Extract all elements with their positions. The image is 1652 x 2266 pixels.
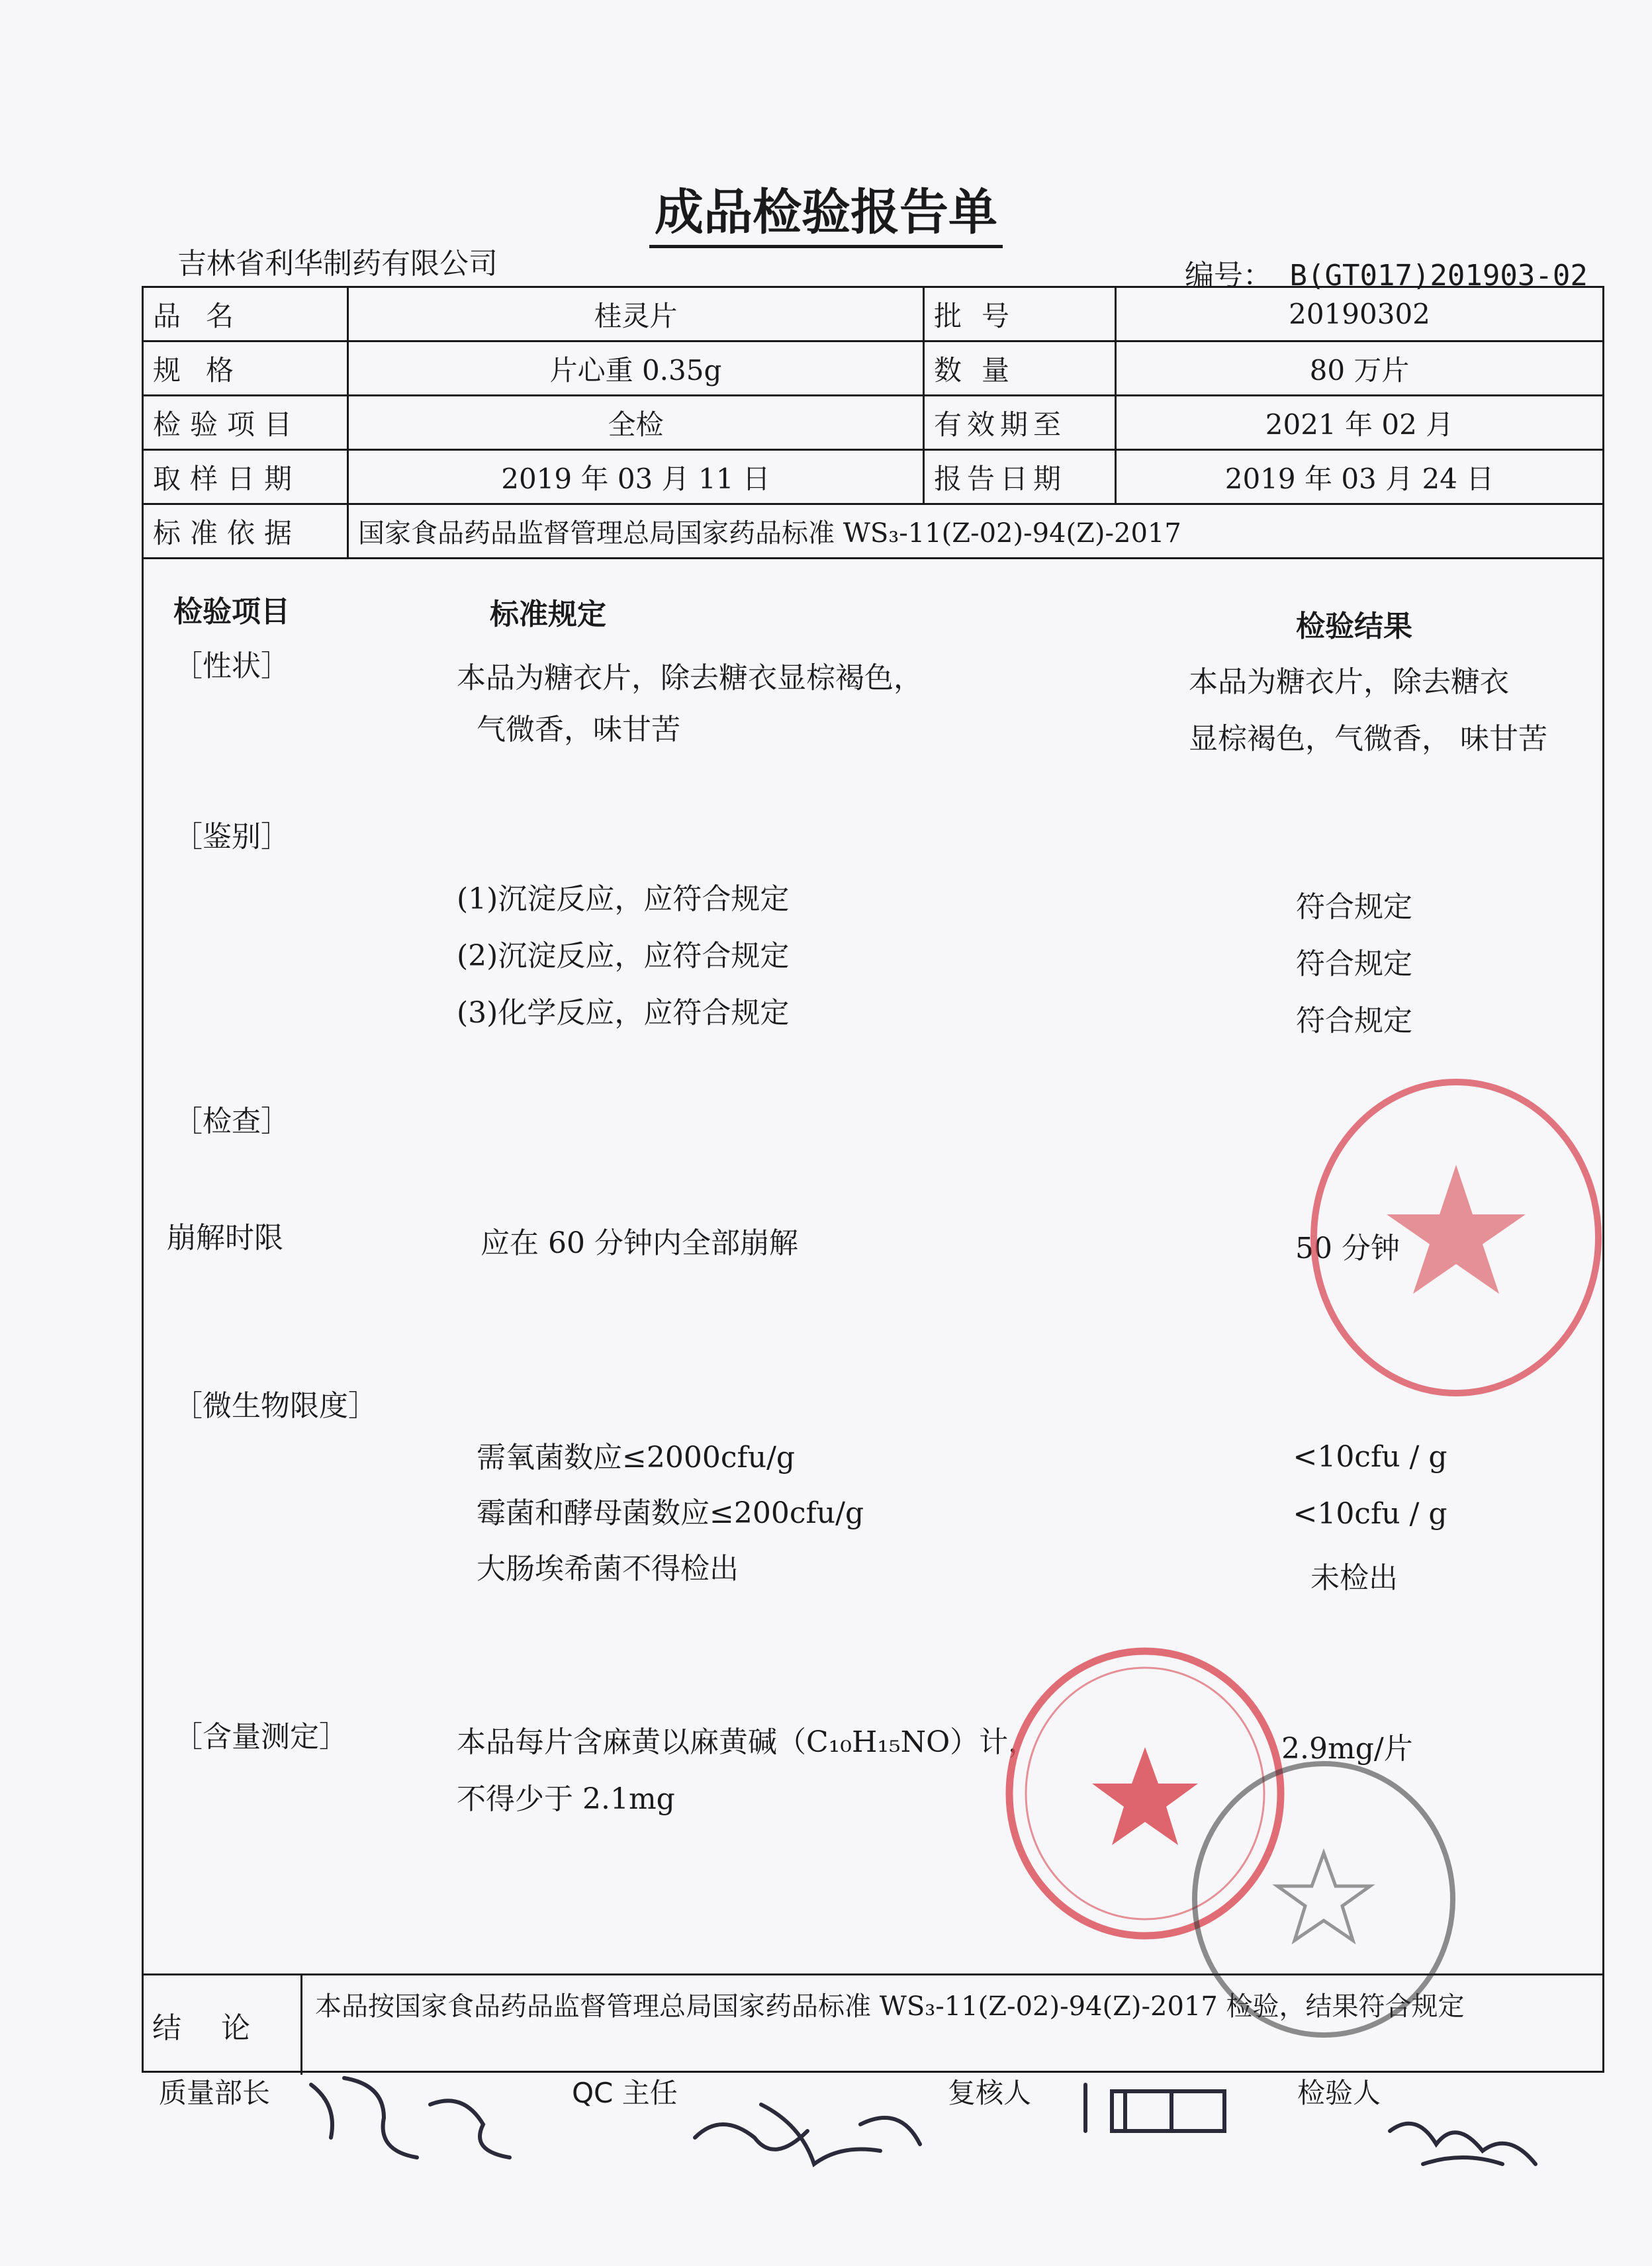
section-appearance-title: ［性状］ — [173, 649, 290, 683]
identification-result: 符合规定 — [1296, 1004, 1412, 1038]
column-spec-header: 标准规定 — [490, 598, 606, 631]
appearance-spec: 本品为糖衣片，除去糖衣显棕褐色， — [457, 661, 923, 695]
header-label: 规格 — [143, 341, 348, 396]
section-inspection-title: ［检查］ — [173, 1105, 290, 1138]
header-label: 数量 — [924, 341, 1116, 396]
header-value: 片心重 0.35g — [348, 341, 924, 396]
header-label: 品名 — [143, 287, 348, 341]
signature-inspector — [1390, 2124, 1536, 2164]
appearance-result: 显棕褐色，气微香， 味甘苦 — [1189, 722, 1547, 756]
inspection-stamp-1 — [1297, 1065, 1615, 1410]
header-value: 2019 年 03 月 24 日 — [1116, 450, 1604, 504]
document-number-value: B(GT017)201903-02 — [1289, 259, 1588, 293]
conclusion-label: 结论 — [142, 1975, 302, 2075]
inspector-label: 检验人 — [1297, 2077, 1381, 2109]
header-label: 检验项目 — [143, 396, 348, 450]
column-item-header: 检验项目 — [173, 595, 290, 629]
header-label: 有效期至 — [924, 396, 1116, 450]
header-label: 批号 — [924, 287, 1116, 341]
page-title: 成品检验报告单 — [0, 173, 1652, 244]
appearance-result: 本品为糖衣片，除去糖衣 — [1189, 665, 1509, 699]
header-value: 全检 — [348, 396, 924, 450]
reviewer-label: 复核人 — [948, 2077, 1032, 2109]
appearance-spec: 气微香，味甘苦 — [477, 713, 680, 747]
inspection-result: 50 分钟 — [1295, 1232, 1400, 1265]
inspection-spec: 应在 60 分钟内全部崩解 — [481, 1226, 798, 1260]
quality-head-label: 质量部长 — [159, 2077, 271, 2109]
section-microbial-title: ［微生物限度］ — [173, 1389, 377, 1423]
microbial-result: 未检出 — [1310, 1561, 1398, 1595]
identification-spec: (1)沉淀反应，应符合规定 — [457, 882, 790, 916]
received-stamp — [1178, 1747, 1469, 2052]
qc-head-label: QC 主任 — [572, 2077, 678, 2109]
assay-result: 2.9mg/片 — [1281, 1732, 1413, 1766]
company-name: 吉林省利华制药有限公司 — [177, 247, 498, 281]
inspection-item: 崩解时限 — [167, 1221, 283, 1255]
section-assay-title: ［含量测定］ — [173, 1720, 348, 1754]
conclusion-text: 本品按国家食品药品监督管理总局国家药品标准 WS₃-11(Z-02)-94(Z)-2017 检验，结果符合规定 — [315, 1991, 1465, 2022]
header-value: 20190302 — [1116, 287, 1604, 341]
signature-quality-head — [311, 2078, 510, 2157]
header-label: 报告日期 — [924, 450, 1116, 504]
column-result-header: 检验结果 — [1296, 610, 1412, 643]
header-label: 取样日期 — [143, 450, 348, 504]
standard-value: 国家食品药品监督管理总局国家药品标准 WS₃-11(Z-02)-94(Z)-2017 — [348, 504, 1604, 559]
assay-spec: 不得少于 2.1mg — [457, 1782, 675, 1816]
microbial-spec: 霉菌和酵母菌数应≤200cfu/g — [477, 1496, 864, 1530]
header-value: 桂灵片 — [348, 287, 924, 341]
standard-label: 标准依据 — [143, 504, 348, 559]
microbial-result: <10cfu / g — [1293, 1440, 1447, 1474]
microbial-spec: 大肠埃希菌不得检出 — [477, 1552, 739, 1586]
identification-spec: (3)化学反应，应符合规定 — [457, 996, 790, 1030]
microbial-spec: 需氧菌数应≤2000cfu/g — [477, 1441, 796, 1474]
stamp-star-icon — [1387, 1165, 1526, 1294]
assay-spec: 本品每片含麻黄以麻黄碱（C₁₀H₁₅NO）计， — [457, 1725, 1038, 1759]
identification-result: 符合规定 — [1296, 890, 1412, 924]
signature-qc-head — [695, 2105, 920, 2164]
identification-spec: (2)沉淀反应，应符合规定 — [457, 939, 790, 973]
signature-reviewer — [1085, 2085, 1224, 2131]
microbial-result: <10cfu / g — [1293, 1497, 1447, 1531]
stamp-star-icon — [1277, 1853, 1370, 1940]
section-identification-title: ［鉴别］ — [173, 820, 290, 854]
header-value: 2021 年 02 月 — [1116, 396, 1604, 450]
identification-result: 符合规定 — [1296, 947, 1412, 981]
document-number-label: 编号： — [1185, 259, 1272, 293]
header-value: 2019 年 03 月 11 日 — [348, 450, 924, 504]
header-value: 80 万片 — [1116, 341, 1604, 396]
